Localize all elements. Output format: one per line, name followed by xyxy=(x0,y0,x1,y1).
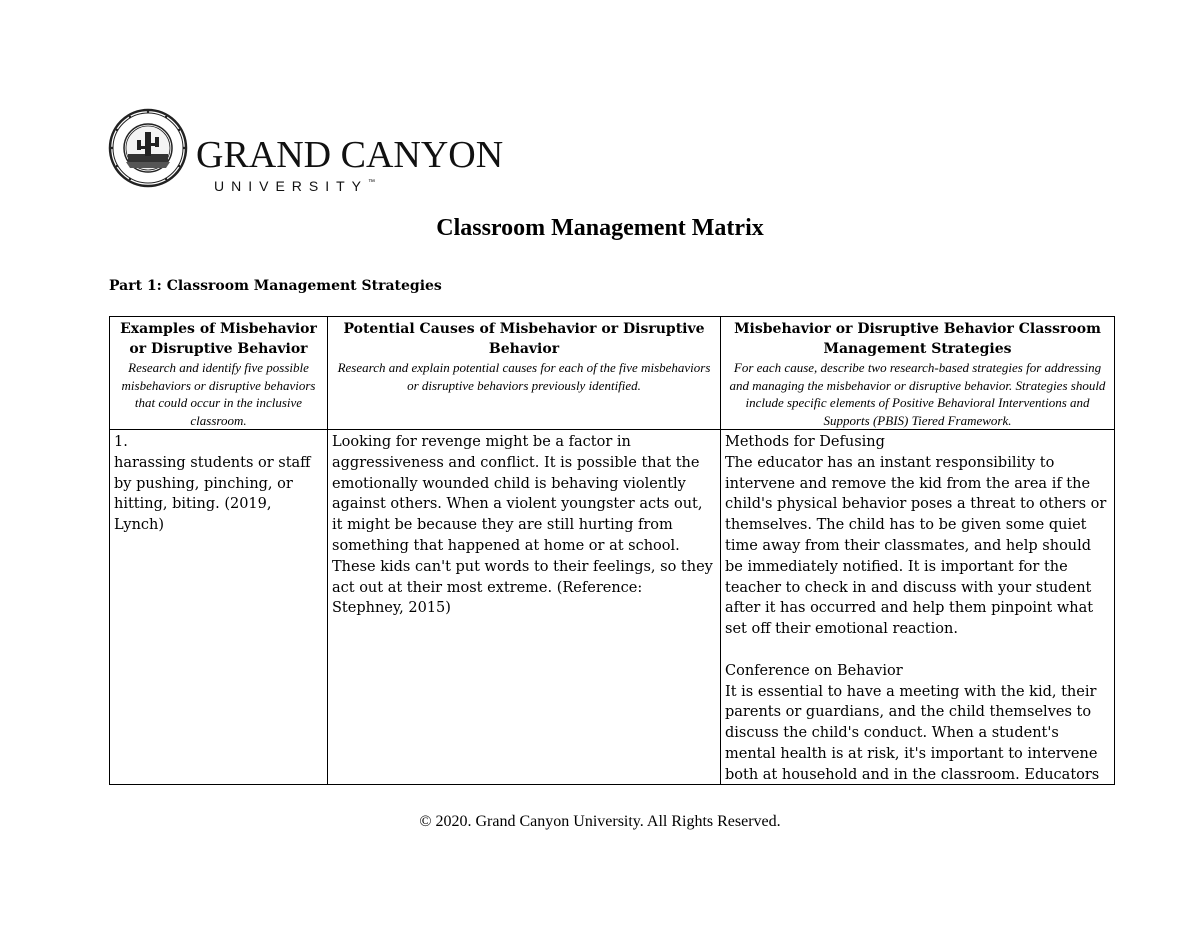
header-causes-desc: Research and explain potential causes for each of the five misbehaviors or disruptive behaviors previously identified. xyxy=(337,360,711,393)
header-examples-desc: Research and identify five possible misbehaviors or disruptive behaviors that could occur in the inclusive classroom. xyxy=(121,360,316,428)
table-row xyxy=(110,430,1115,785)
logo-subtitle-text: UNIVERSITY xyxy=(214,178,369,194)
header-examples-title: Examples of Misbehavior or Disruptive Behavior xyxy=(120,321,317,357)
part-heading: Part 1: Classroom Management Strategies xyxy=(109,278,442,294)
strategy-cell xyxy=(721,430,1115,785)
copyright-footer: © 2020. Grand Canyon University. All Rights Reserved. xyxy=(419,813,781,830)
header-strategies xyxy=(721,317,1115,430)
document-title: Classroom Management Matrix xyxy=(436,215,764,241)
strategy2-text: It is essential to have a meeting with the kid, their parents or guardians, and the child themselves to discuss the child's conduct. When a student's mental health is at risk, it's important to intervene both at household and in the classroom. Educators xyxy=(725,683,1100,783)
logo-subtitle xyxy=(214,179,375,193)
header-causes xyxy=(328,317,721,430)
management-matrix-table xyxy=(109,316,1115,785)
logo-wordmark: GRAND CANYON xyxy=(196,134,504,176)
cause-cell xyxy=(328,430,721,785)
strategy1-title: Methods for Defusing xyxy=(725,434,885,450)
paragraph-gap xyxy=(725,640,1110,661)
strategy2-title: Conference on Behavior xyxy=(725,662,903,679)
table-header-row xyxy=(110,317,1115,430)
example-number: 1. xyxy=(114,434,128,450)
strategy1-text: The educator has an instant responsibility to intervene and remove the kid from the area if the child's physical behavior poses a threat to others or themselves. The child has to be given some quiet time away from their classmates, and help should be immediately notified. It is important for the teacher to check in and discuss with your student after it has occurred and help them pinpoint what set off their emotional reaction. xyxy=(725,454,1107,638)
header-strategies-desc: For each cause, describe two research-based strategies for addressing and managing the misbehavior or disruptive behavior. Strategies should include specific elements of Positive Behavioral Interventions and Supports (PBIS) Tiered Framework. xyxy=(729,360,1106,428)
header-strategies-title: Misbehavior or Disruptive Behavior Classroom Management Strategies xyxy=(734,321,1101,357)
header-examples xyxy=(110,317,328,430)
cause-text: Looking for revenge might be a factor in aggressiveness and conflict. It is possible that the emotionally wounded child is behaving violently against others. When a violent youngster acts out, it might be because they are still hurting from something that happened at home or at school. These kids can't put words to their feelings, so they act out at their most extreme. (Reference: Stephney, 2015) xyxy=(332,434,713,617)
university-seal-icon xyxy=(108,108,188,188)
example-text: harassing students or staff by pushing, pinching, or hitting, biting. (2019, Lynch) xyxy=(114,454,311,534)
example-cell xyxy=(110,430,328,785)
header-causes-title: Potential Causes of Misbehavior or Disruptive Behavior xyxy=(343,321,705,357)
gcu-logo xyxy=(108,108,504,194)
trademark-symbol: ™ xyxy=(368,179,376,186)
